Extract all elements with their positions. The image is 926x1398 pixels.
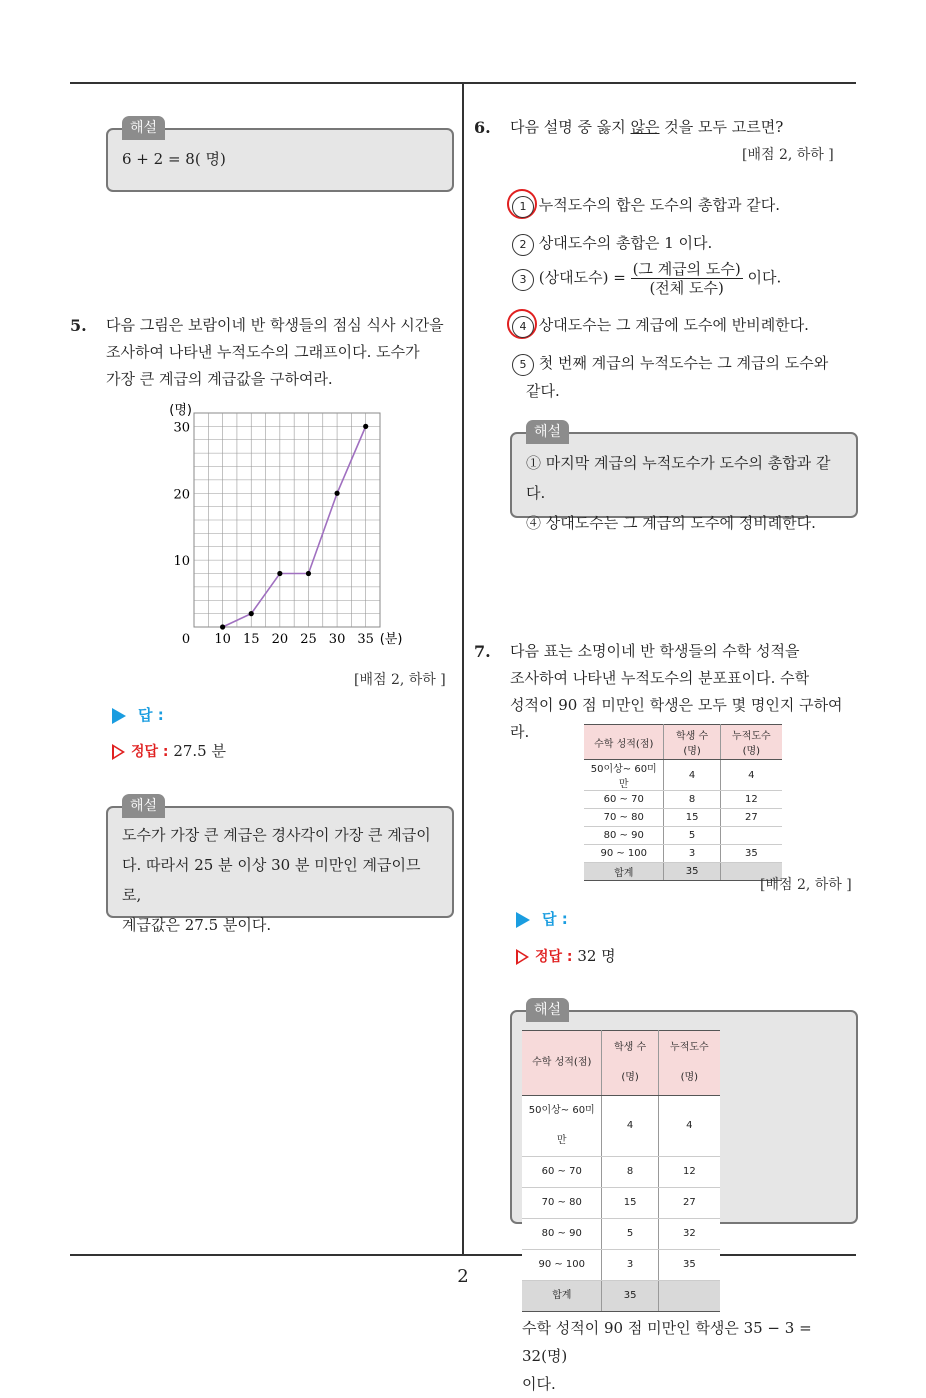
explanation-line: 수학 성적이 90 점 미만인 학생은 35 − 3 = 32(명) — [522, 1319, 812, 1365]
explanation-tag: 해설 — [526, 420, 569, 444]
table-cell: 15 — [664, 809, 720, 827]
table-header: 수학 성적(점) — [522, 1031, 602, 1096]
question-line: 다음 그림은 보람이네 반 학생들의 점심 식사 시간을 — [106, 316, 444, 334]
table-row — [584, 791, 782, 809]
explanation-box-4 — [106, 120, 454, 192]
correct-label: 정답 : — [131, 744, 169, 760]
y-tick-label: 10 — [173, 554, 190, 570]
table-cell — [658, 1281, 720, 1312]
table-header: 수학 성적(점) — [584, 725, 664, 760]
table-cell: 27 — [720, 809, 782, 827]
explanation-line: 계급값은 27.5 분이다. — [122, 916, 272, 934]
explanation-line: ① 마지막 계급의 누적도수가 도수의 총합과 같다. — [526, 454, 831, 502]
correct-answer-row — [112, 740, 226, 761]
option-3[interactable]: 3 (상대도수) = $\frac{\text{(그 계급의 도수)}}{\text{(전체 도수)}}$ 이다. — [512, 260, 781, 297]
table-cell: 5 — [664, 827, 720, 845]
question-line: 다음 표는 소명이네 반 학생들의 수학 성적을 — [510, 642, 800, 660]
explanation-text: 6 + 2 = 8( 명) — [122, 150, 226, 168]
option-4[interactable]: 4 상대도수는 그 계급에 도수에 반비례한다. — [512, 314, 809, 338]
table-row — [584, 760, 782, 791]
table-cell: 35 — [658, 1250, 720, 1281]
table-cell: 5 — [602, 1219, 658, 1250]
question-number: 7. — [474, 642, 491, 661]
data-point — [363, 424, 368, 429]
table-cell: 12 — [658, 1157, 720, 1188]
data-point — [249, 611, 254, 616]
correct-label: 정답 : — [535, 949, 573, 965]
table-cell: 12 — [720, 791, 782, 809]
table-cell: 35 — [664, 863, 720, 881]
triangle-icon — [112, 708, 126, 724]
table-cell: 35 — [720, 845, 782, 863]
explanation-box-6 — [510, 424, 858, 532]
table-row — [522, 1096, 720, 1157]
question-5-text — [106, 312, 456, 393]
answer-label: 답 : — [138, 706, 164, 724]
data-point — [306, 571, 311, 576]
table-header: 누적도수(명) — [658, 1031, 720, 1096]
question-number: 5. — [70, 316, 87, 335]
explanation-box-7 — [510, 1002, 858, 1393]
table-row — [522, 1250, 720, 1281]
answer-row — [516, 908, 568, 929]
x-tick-label: 25 — [300, 632, 317, 647]
question-number: 6. — [474, 118, 491, 137]
table-cell: 8 — [664, 791, 720, 809]
explanation-tag: 해설 — [122, 794, 165, 818]
table-cell: 합계 — [522, 1281, 602, 1312]
correct-value: 27.5 분 — [173, 742, 226, 760]
table-cell: 90 ~ 100 — [522, 1250, 602, 1281]
table-cell: 50이상~ 60미만 — [522, 1096, 602, 1157]
y-tick-label: 30 — [173, 420, 190, 436]
frequency-table — [522, 1030, 720, 1312]
fraction: $\frac{\text{(그 계급의 도수)}}{\text{(전체 도수)}}$ — [632, 260, 741, 297]
table-cell: 80 ~ 90 — [584, 827, 664, 845]
y-tick-label: 20 — [173, 487, 190, 503]
table-total-row — [584, 863, 782, 881]
option-number: 5 — [512, 354, 534, 376]
column-divider — [462, 84, 464, 1256]
x-tick-label: 20 — [271, 632, 289, 647]
question-6-text: 다음 설명 중 옳지 않은 것을 모두 고르면? — [510, 118, 784, 136]
table-total-row — [522, 1281, 720, 1312]
option-1[interactable]: 1 누적도수의 합은 도수의 총합과 같다. — [512, 194, 780, 218]
correct-value: 32 명 — [577, 947, 616, 965]
table-cell: 15 — [602, 1188, 658, 1219]
y-axis-label: (명) — [169, 403, 192, 418]
table-row — [584, 827, 782, 845]
x-tick-label: 15 — [242, 632, 260, 647]
explanation-line: 이다. — [522, 1375, 556, 1393]
table-cell: 3 — [602, 1250, 658, 1281]
table-cell: 4 — [658, 1096, 720, 1157]
data-point — [277, 571, 282, 576]
x-tick-label: 10 — [214, 632, 231, 647]
page-number: 2 — [457, 1266, 469, 1287]
answer-label: 답 : — [542, 910, 568, 928]
table-cell: 32 — [658, 1219, 720, 1250]
table-cell: 70 ~ 80 — [584, 809, 664, 827]
table-cell: 80 ~ 90 — [522, 1219, 602, 1250]
option-number: 4 — [512, 316, 534, 338]
table-cell: 90 ~ 100 — [584, 845, 664, 863]
explanation-tag: 해설 — [526, 998, 569, 1022]
explanation-line: 도수가 가장 큰 계급은 경사각이 가장 큰 계급이 — [122, 826, 431, 844]
table-header: 누적도수(명) — [720, 725, 782, 760]
question-line: 성적이 90 점 미만인 학생은 모두 몇 명인지 구하여라. — [510, 696, 843, 741]
explanation-tag: 해설 — [122, 116, 165, 140]
table-cell: 4 — [720, 760, 782, 791]
x-tick-label: 0 — [181, 632, 191, 647]
outline-triangle-icon — [112, 744, 125, 760]
table-cell — [720, 827, 782, 845]
explanation-line: 다. 따라서 25 분 이상 30 분 미만인 계급이므로, — [122, 856, 421, 904]
table-row — [584, 809, 782, 827]
data-point — [220, 624, 225, 629]
table-cell: 50이상~ 60미만 — [584, 760, 664, 791]
score-label: [배점 2, 하하 ] — [742, 147, 834, 163]
outline-triangle-icon — [516, 949, 529, 965]
table-cell: 합계 — [584, 863, 664, 881]
option-number: 2 — [512, 234, 534, 256]
x-tick-label: 30 — [328, 632, 346, 647]
x-axis-label: (분) — [379, 632, 403, 647]
cumulative-frequency-chart — [160, 400, 403, 650]
option-number: 1 — [512, 196, 534, 218]
table-cell: 27 — [658, 1188, 720, 1219]
option-number: 3 — [512, 269, 534, 291]
answer-row — [112, 704, 164, 725]
table-cell: 60 ~ 70 — [584, 791, 664, 809]
underlined-word: 않은 — [630, 118, 660, 136]
x-tick-label: 35 — [357, 632, 374, 647]
score-label: [배점 2, 하하 ] — [760, 877, 852, 893]
correct-answer-row — [516, 945, 616, 966]
table-cell: 8 — [602, 1157, 658, 1188]
option-2[interactable]: 2 상대도수의 총합은 1 이다. — [512, 232, 712, 256]
table-row — [522, 1188, 720, 1219]
data-point — [334, 491, 339, 496]
frequency-table — [584, 724, 782, 881]
table-header: 학생 수(명) — [664, 725, 720, 760]
table-cell: 35 — [602, 1281, 658, 1312]
question-line: 가장 큰 계급의 계급값을 구하여라. — [106, 370, 333, 388]
explanation-line: ④ 상대도수는 그 계급의 도수에 정비례한다. — [526, 514, 816, 532]
table-row — [522, 1219, 720, 1250]
table-cell: 4 — [602, 1096, 658, 1157]
table-cell: 4 — [664, 760, 720, 791]
explanation-box-5 — [106, 798, 454, 934]
table-cell: 60 ~ 70 — [522, 1157, 602, 1188]
table-row — [584, 845, 782, 863]
table-cell: 3 — [664, 845, 720, 863]
question-line: 조사하여 나타낸 누적도수의 그래프이다. 도수가 — [106, 343, 420, 361]
table-header: 학생 수(명) — [602, 1031, 658, 1096]
score-label: [배점 2, 하하 ] — [354, 672, 446, 688]
bottom-rule — [70, 1254, 856, 1256]
triangle-icon — [516, 912, 530, 928]
question-line: 조사하여 나타낸 누적도수의 분포표이다. 수학 — [510, 669, 810, 687]
table-cell: 70 ~ 80 — [522, 1188, 602, 1219]
table-row — [522, 1157, 720, 1188]
option-5[interactable]: 5 첫 번째 계급의 누적도수는 그 계급의 도수와 같다. — [512, 352, 828, 402]
